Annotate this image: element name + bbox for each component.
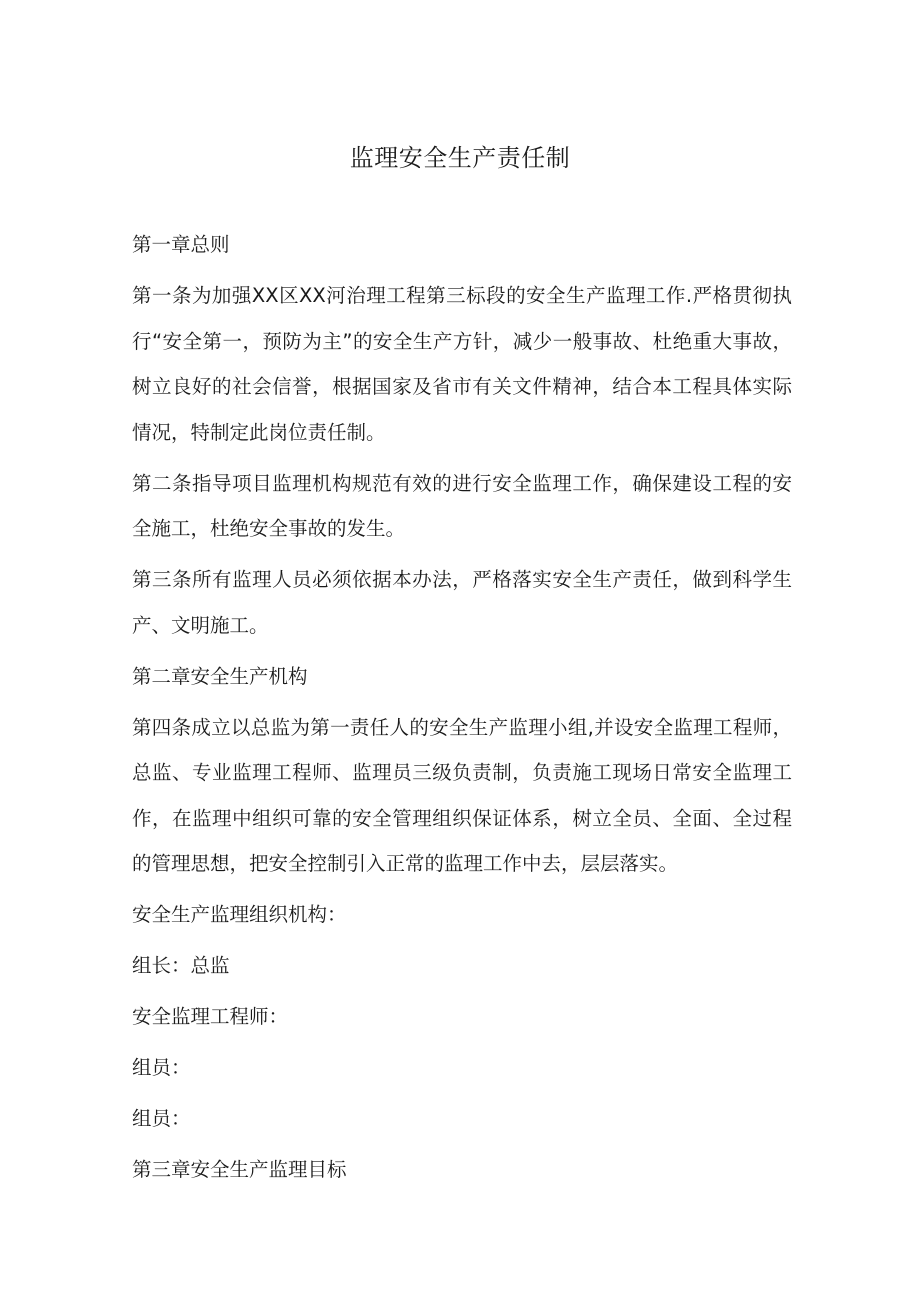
chapter-heading: 第一章总则 [132,233,230,256]
article-paragraph: 第三条所有监理人员必须依据本办法，严格落实安全生产责任，做到科学生产、文明施工。 [132,568,792,637]
org-structure-label: 安全生产监理组织机构： [132,903,347,926]
article-paragraph: 第四条成立以总监为第一责任人的安全生产监理小组,并设安全监理工程师，总监、专业监理工程师、监理员三级负责制，负责施工现场日常安全监理工作，在监理中组织可靠的安全管理组织保证体系，树立全员、全面、全过程的管理思想，把安全控制引入正常的监理工作中去，层层落实。 [132,715,792,875]
article-paragraph: 第一条为加强XX区XX河治理工程第三标段的安全生产监理工作.严格贯彻执行“安全第一，预防为主”的安全生产方针，减少一般事故、杜绝重大事故，树立良好的社会信誉，根据国家及省市有关文件精神，结合本工程具体实际情况，特制定此岗位责任制。 [132,284,792,444]
document-body [132,222,792,1198]
chapter-heading: 第三章安全生产监理目标 [132,1158,347,1181]
org-structure-line: 组员： [132,1056,191,1079]
document-title: 监理安全生产责任制 [349,144,571,172]
org-structure-line: 组长：总监 [132,954,230,977]
org-structure-line: 组员： [132,1107,191,1130]
article-paragraph: 第二条指导项目监理机构规范有效的进行安全监理工作，确保建设工程的安全施工，杜绝安全事故的发生。 [132,471,792,540]
org-structure-line: 安全监理工程师： [132,1005,289,1028]
chapter-heading: 第二章安全生产机构 [132,664,308,688]
